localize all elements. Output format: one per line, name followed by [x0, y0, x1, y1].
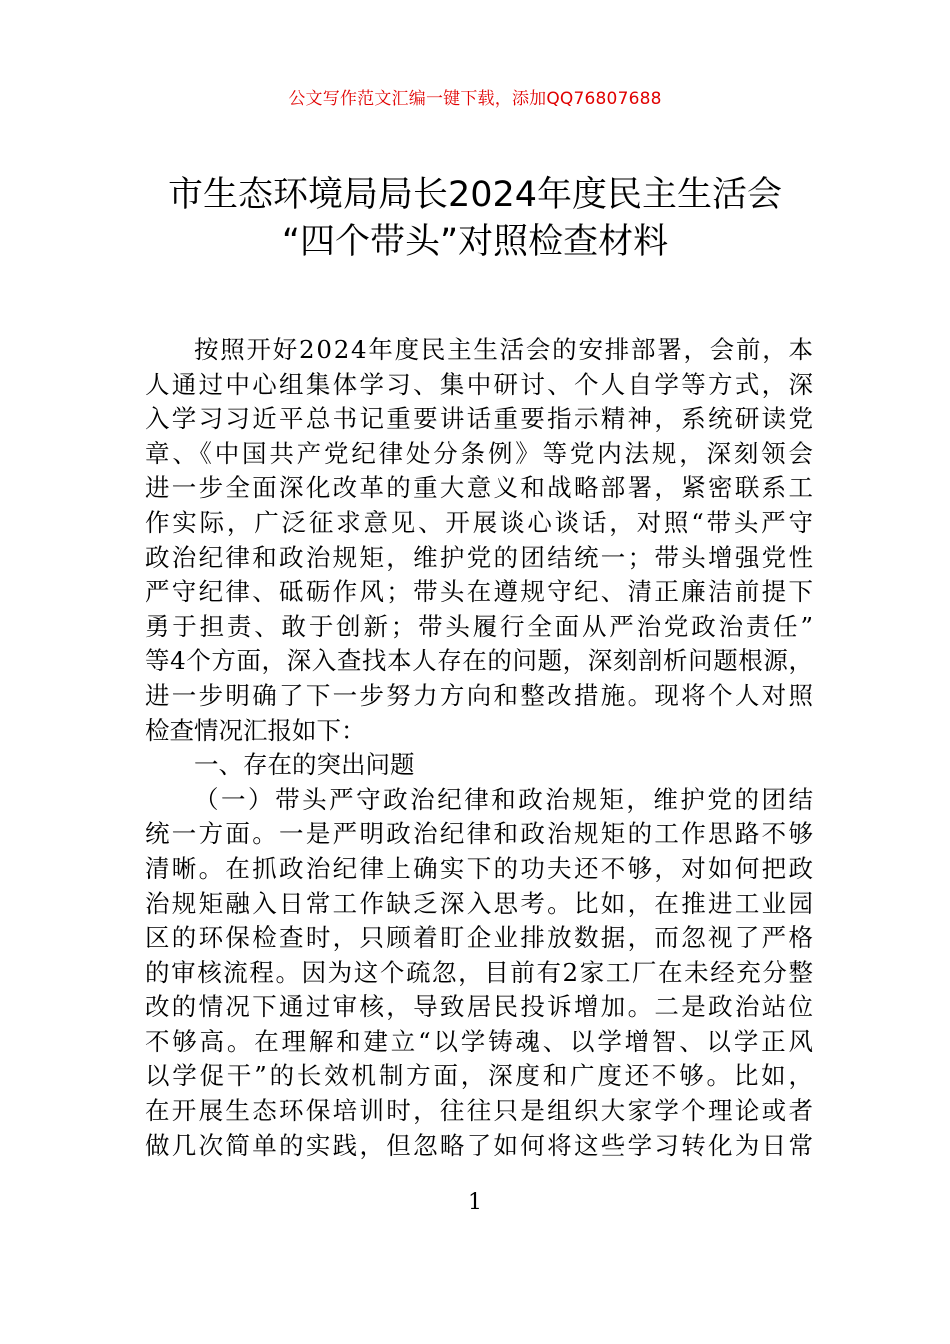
body-line [145, 437, 816, 472]
body-line-text: 做几次简单的实践，但忽略了如何将这些学习转化为日常 [145, 1130, 816, 1160]
body-line [145, 921, 816, 956]
body-line [145, 506, 816, 541]
body-line-text: 不够高。在理解和建立“以学铸魂、以学增智、以学正风 [145, 1026, 816, 1056]
body-line-text: 严守纪律、砥砺作风；带头在遵规守纪、清正廉洁前提下 [145, 577, 816, 607]
body-line-text: 进一步全面深化改革的重大意义和战略部署，紧密联系工 [145, 473, 816, 503]
body-line-text: 进一步明确了下一步努力方向和整改措施。现将个人对照 [145, 680, 816, 710]
body-line-text: 改的情况下通过审核，导致居民投诉增加。二是政治站位 [145, 992, 816, 1022]
body-line [145, 956, 813, 991]
body-line [145, 402, 816, 437]
body-line-text: 作实际，广泛征求意见、开展谈心谈话，对照“带头严守 [145, 507, 816, 537]
body-line [145, 1129, 816, 1164]
body-line-text: 入学习习近平总书记重要讲话重要指示精神，系统研读党 [145, 404, 816, 434]
body-line [145, 644, 813, 679]
document-title-line-2: “四个带头”对照检查材料 [281, 222, 669, 262]
page-number: 1 [468, 1190, 482, 1215]
section-heading [145, 748, 813, 783]
body-line [145, 990, 816, 1025]
body-line [145, 852, 816, 887]
body-line-text: 按照开好2024年度民主生活会的安排部署，会前，本 [194, 335, 815, 364]
section-heading-text: 一、存在的突出问题 [194, 750, 415, 780]
body-line [145, 887, 816, 922]
body-line-text: 统一方面。一是严明政治纪律和政治规矩的工作思路不够 [145, 819, 816, 849]
body-line-text: 的审核流程。因为这个疏忽，目前有2家工厂在未经充分整 [145, 957, 815, 987]
body-line [145, 333, 813, 368]
body-line-text: 以学促干”的长效机制方面，深度和广度还不够。比如， [145, 1061, 816, 1091]
body-line [145, 1025, 816, 1060]
body-line-text: 勇于担责、敢于创新；带头履行全面从严治党政治责任” [145, 611, 816, 641]
body-line-text: 治规矩融入日常工作缺乏深入思考。比如，在推进工业园 [145, 888, 816, 918]
body-line [145, 610, 816, 645]
body-line-text: 等4个方面，深入查找本人存在的问题，深刻剖析问题根源， [145, 646, 814, 676]
document-body [145, 333, 816, 1163]
body-line [145, 541, 816, 576]
body-line-text: 检查情况汇报如下： [145, 715, 366, 745]
body-line-text: 人通过中心组集体学习、集中研讨、个人自学等方式，深 [145, 369, 816, 399]
body-line-text: （一）带头严守政治纪律和政治规矩，维护党的团结 [194, 784, 816, 814]
body-line [145, 679, 816, 714]
body-line-text: 清晰。在抓政治纪律上确实下的功夫还不够，对如何把政 [145, 853, 816, 883]
body-line [145, 368, 816, 403]
body-line [145, 714, 813, 749]
body-line-text: 章、《中国共产党纪律处分条例》等党内法规，深刻领会 [145, 438, 816, 468]
body-line [145, 575, 816, 610]
body-line [145, 783, 816, 818]
body-line [145, 1094, 816, 1129]
body-line-text: 政治纪律和政治规矩，维护党的团结统一；带头增强党性 [145, 542, 816, 572]
body-line-text: 在开展生态环保培训时，往往只是组织大家学个理论或者 [145, 1096, 816, 1126]
body-line [145, 1059, 816, 1094]
body-line [145, 471, 816, 506]
header-note: 公文写作范文汇编一键下载，添加QQ76807688 [288, 89, 662, 109]
document-title-line-1: 市生态环境局局长2024年度民主生活会 [167, 175, 783, 215]
body-line-text: 区的环保检查时，只顾着盯企业排放数据，而忽视了严格 [145, 923, 816, 953]
body-line [145, 817, 816, 852]
